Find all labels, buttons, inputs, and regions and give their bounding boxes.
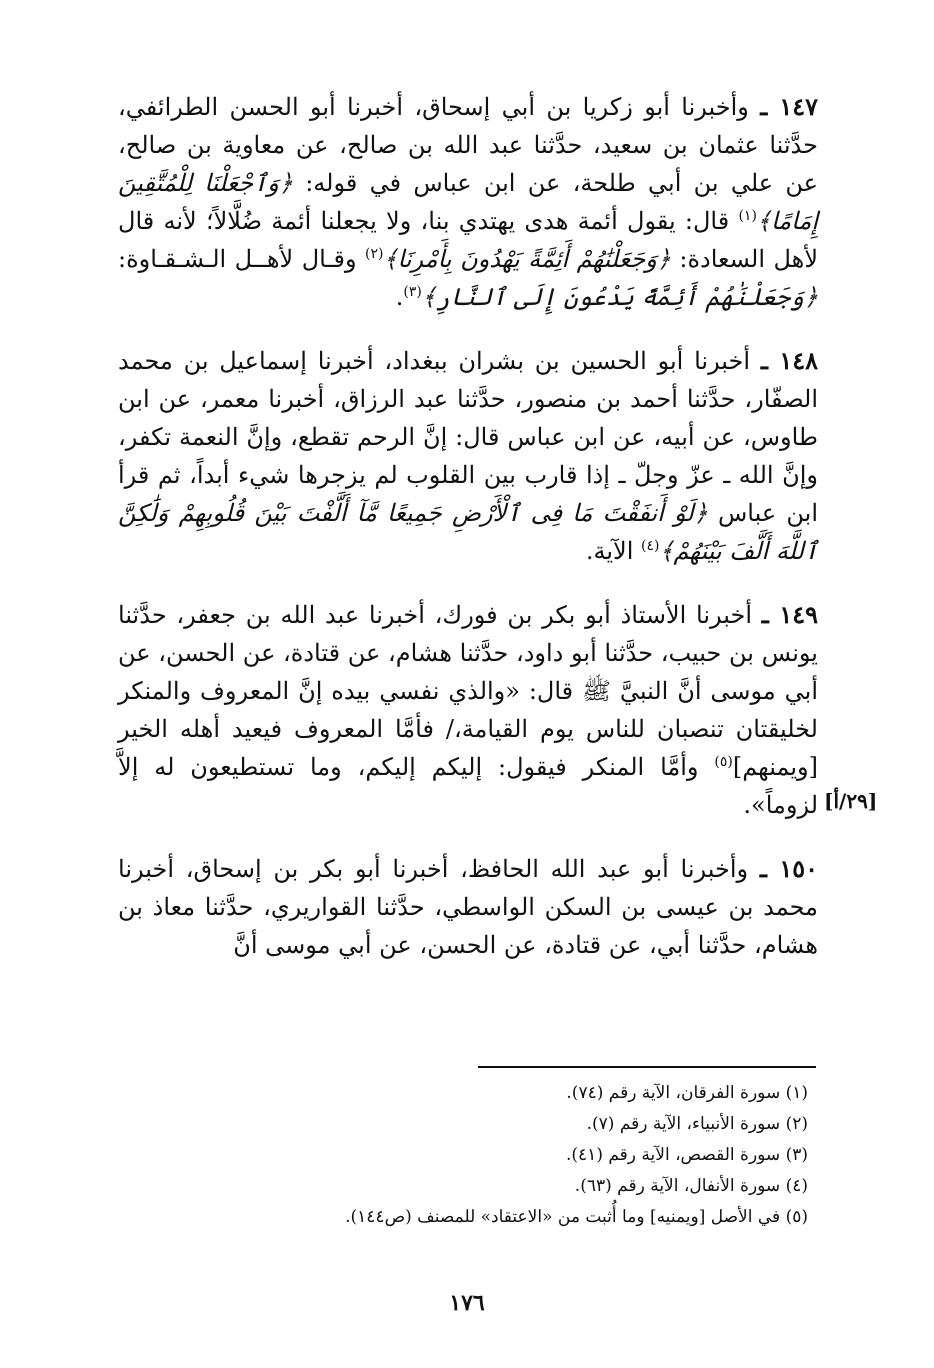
footnote-reference: (٣) (403, 284, 422, 300)
footnote-separator (478, 1066, 816, 1068)
paragraph-text: وأخبرنا أبو زكريا بن أبي إسحاق، أخبرنا أبو الحسن الطرائفي، حدَّثنا عثمان بن سعيد، حدَّثنا عبد الله بن صالح، عن معاوية بن صالح، عن علي بن أبي طلحة، عن ابن عباس في قوله: (118, 93, 818, 197)
quran-verse: ﴿وَجَعَلْنَٰهُمْ أَئِمَّةً يَدْعُونَ إِلَى ٱلنَّارِ﴾ (421, 283, 818, 311)
paragraph-text: الآية. (585, 537, 641, 565)
paragraph-text: وأخبرنا أبو عبد الله الحافظ، أخبرنا أبو بكر بن إسحاق، أخبرنا محمد بن عيسى بن السكن الواسطي، حدَّثنا القواريري، حدَّثنا معاذ بن هشام، حدَّثنا أبي، عن قتادة، عن الحسن، عن أبي موسى أنَّ (118, 855, 818, 959)
paragraph-text: أخبرنا الأستاذ أبو بكر بن فورك، أخبرنا عبد الله بن جعفر، حدَّثنا يونس بن حبيب، حدَّثنا أبو داود، حدَّثنا هشام، عن قتادة، عن الحسن، عن أبي موسى أنَّ النبيَّ ﷺ قال: «والذي نفسي بيده إنَّ المعروف والمنكر لخليقتان تنصبان للناس يوم القيامة،/ فأمَّا المعروف فيعيد أهله الخير [ويمنهم] (118, 601, 818, 781)
hadith-paragraph (118, 88, 818, 316)
main-text (118, 88, 818, 990)
quran-verse: ﴿وَٱجْعَلْنَا لِلْمُتَّقِينَ إِمَامًا﴾ (118, 169, 818, 235)
footnotes-list (200, 1078, 808, 1233)
footnote-reference: (٥) (714, 754, 733, 770)
paragraph-text: . (395, 283, 404, 311)
footnote-reference: (١) (738, 208, 757, 224)
paragraph-number: ١٤٧ ـ (760, 92, 818, 121)
paragraph-number: ١٥٠ ـ (759, 854, 818, 883)
footnote-item: (٤) سورة الأنفال، الآية رقم (٦٣). (574, 1176, 808, 1196)
paragraph-text: أخبرنا أبو الحسين بن بشران ببغداد، أخبرنا إسماعيل بن محمد الصفّار، حدَّثنا أحمد بن منصور، حدَّثنا عبد الرزاق، أخبرنا معمر، عن ابن طاوس، عن أبيه، عن ابن عباس قال: إنَّ الرحم تقطع، وإنَّ النعمة تكفر، وإنَّ الله ـ عزّ وجلّ ـ إذا قارب بين القلوب لم يزجرها شيء أبداً، ثم قرأ ابن عباس (118, 347, 818, 527)
footnote-item: (٢) سورة الأنبياء، الآية رقم (٧). (586, 1114, 808, 1134)
quran-verse: ﴿لَوْ أَنفَقْتَ مَا فِى ٱلْأَرْضِ جَمِيعًا مَّآ أَلَّفْتَ بَيْنَ قُلُوبِهِمْ وَلَٰكِنَّ ٱللَّهَ أَلَّفَ بَيْنَهُمْ﴾ (118, 499, 818, 565)
hadith-paragraph (118, 596, 818, 824)
page-number: ١٧٦ (449, 1290, 485, 1316)
paragraph-text: قال: يقول أئمة هدى يهتدي بنا، ولا يجعلنا أئمة ضُلَّالاً؛ لأنه قال لأهل السعادة: (118, 207, 819, 273)
hadith-paragraph (118, 850, 818, 964)
paragraph-number: ١٤٩ ـ (761, 600, 818, 629)
footnote-item: (٣) سورة القصص، الآية رقم (٤١). (566, 1145, 808, 1165)
footnote-reference: (٤) (641, 538, 660, 554)
paragraph-text: وأمَّا المنكر فيقول: إليكم إليكم، وما تستطيعون له إلاَّ لزوماً». (118, 753, 818, 819)
paragraph-text: وقـال لأهــل الـشـقـاوة: (118, 245, 365, 273)
manuscript-folio-note: [٢٩/أ] (824, 789, 878, 813)
paragraph-number: ١٤٨ ـ (760, 346, 818, 375)
hadith-paragraph (118, 342, 818, 570)
footnote-reference: (٢) (365, 246, 384, 262)
footnote-item: (٥) في الأصل [ويمنيه] وما أُثبت من «الاعتقاد» للمصنف (ص١٤٤). (345, 1207, 808, 1227)
footnote-item: (١) سورة الفرقان، الآية رقم (٧٤). (566, 1083, 808, 1103)
quran-verse: ﴿وَجَعَلْنَٰهُمْ أَئِمَّةً يَهْدُونَ بِأَمْرِنَا﴾ (383, 245, 671, 273)
